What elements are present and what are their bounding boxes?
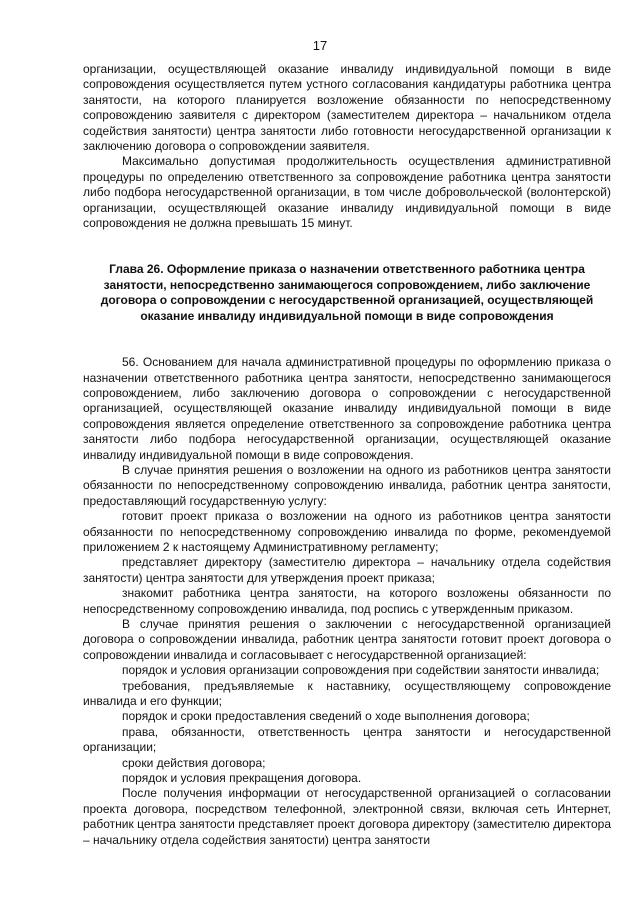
intro-paragraphs — [83, 62, 611, 231]
paragraph: организации, осуществляющей оказание инвалиду индивидуальной помощи в виде сопровождения осуществляется путем устного согласования кандидатуры работника центра занятости, на которого планируется возложение обязанности по непосредственному сопровождению заявителя с директором (заместителем директора – начальником отдела содействия занятости) центра занятости либо готовности негосударственной организации к заключению договора о сопровождении заявителя. — [83, 62, 611, 154]
chapter-paragraphs — [83, 355, 611, 848]
paragraph: 56. Основанием для начала административной процедуры по оформлению приказа о назначении ответственного работника центра занятости, непосредственно занимающегося сопровождением, либо заключению договора о сопровождении с негосударственной организацией, осуществляющей оказание инвалиду индивидуальной помощи в виде сопровождения является определение ответственного за сопровождение работника центра занятости либо подбора негосударственной организации, осуществляющей оказание инвалиду индивидуальной помощи в виде сопровождения. — [83, 355, 611, 462]
page-number: 17 — [312, 38, 328, 53]
paragraph: сроки действия договора; — [122, 755, 266, 770]
paragraph: После получения информации от негосударственной организацией о согласовании проекта договора, посредством телефонной, электронной связи, включая сеть Интернет, работник центра занятости представляет проект договора директору (заместителю директора – начальнику отдела содействия занятости) центра занятости — [83, 786, 611, 847]
paragraph: знакомит работника центра занятости, на которого возложены обязанности по непосредственному сопровождению инвалида, под роспись с утвержденным приказом. — [83, 586, 611, 616]
document-body — [83, 62, 611, 848]
chapter-heading: Глава 26. Оформление приказа о назначении ответственного работника центра занятости, непосредственно занимающегося сопровождением, либо заключение договора о сопровождении с негосударственной организацией, осуществляющей оказание инвалиду индивидуальной помощи в виде сопровождения — [100, 262, 594, 323]
paragraph: представляет директору (заместителю директора – начальнику отдела содействия занятости) центра занятости для утверждения проект приказа; — [83, 555, 611, 585]
paragraph: готовит проект приказа о возложении на одного из работников центра занятости обязанности по непосредственному сопровождению инвалида по форме, рекомендуемой приложением 2 к настоящему Административному регламенту; — [83, 509, 611, 554]
paragraph: права, обязанности, ответственность центра занятости и негосударственной организации; — [83, 724, 611, 755]
paragraph: В случае принятия решения о возложении на одного из работников центра занятости обязанности по непосредственному сопровождению инвалида, работник центра занятости, предоставляющий государственную услугу: — [83, 462, 611, 508]
paragraph: требования, предъявляемые к наставнику, осуществляющему сопровождение инвалида и его функции; — [83, 678, 611, 709]
paragraph: порядок и сроки предоставления сведений о ходе выполнения договора; — [122, 709, 530, 724]
paragraph: В случае принятия решения о заключении с негосударственной организацией договора о сопровождении инвалида, работник центра занятости готовит проект договора о сопровождении инвалида и согласовывает с негосударственной организацией: — [83, 617, 611, 662]
paragraph: порядок и условия прекращения договора. — [122, 771, 362, 786]
paragraph: Максимально допустимая продолжительность осуществления административной процедуры по определению ответственного за сопровождение работника центра занятости либо подбора негосударственной организации, в том числе добровольческой (волонтерской) организации, осуществляющей оказание инвалиду индивидуальной помощи в виде сопровождения не должна превышать 15 минут. — [83, 154, 611, 231]
paragraph: порядок и условия организации сопровождения при содействии занятости инвалида; — [122, 663, 600, 678]
